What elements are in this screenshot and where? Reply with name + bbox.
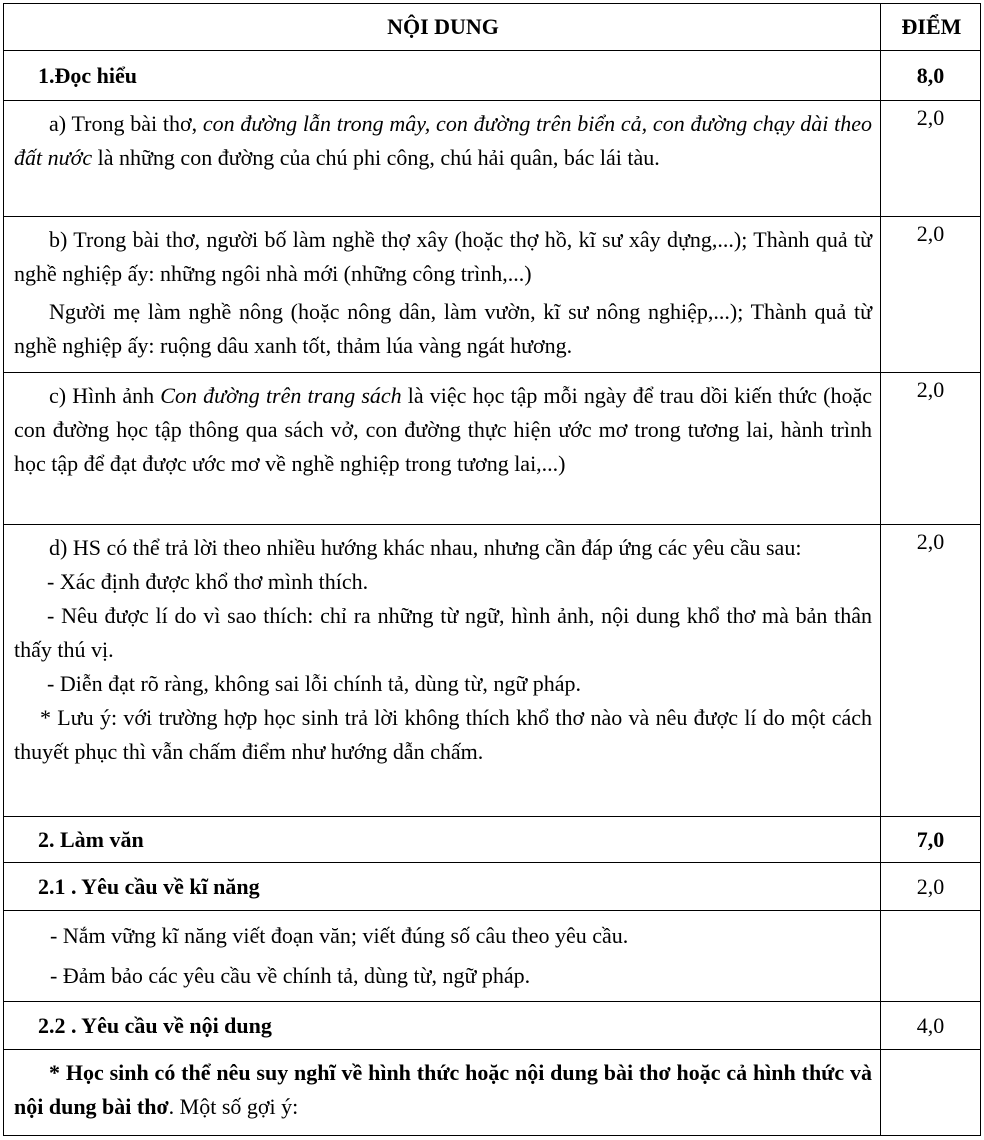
section-2-2-row [4,1002,981,1050]
item-c-content [4,373,881,525]
item-d-intro: d) HS có thể trả lời theo nhiều hướng khác nhau, nhưng cần đáp ứng các yêu cầu sau: [49,535,802,560]
skill-item-2: - Đảm bảo các yêu cầu về chính tả, dùng từ, ngữ pháp. [50,963,531,988]
header-row [4,4,981,51]
item-d-bullet-1: - Xác định được khổ thơ mình thích. [47,569,369,594]
item-c-prefix: c) Hình ảnh [49,383,161,408]
content-hint-score [881,1050,981,1136]
item-a-text [14,107,872,175]
section-2-1-score: 2,0 [881,863,981,911]
item-a-suffix: là những con đường của chú phi công, chú hải quân, bác lái tàu. [92,145,660,170]
item-c-row [4,373,981,525]
answer-key-table [3,3,981,1136]
item-d-note: * Lưu ý: với trường hợp học sinh trả lời không thích khổ thơ nào và nêu được lí do một cách thuyết phục thì vẫn chấm điểm như hướng dẫn chấm. [14,705,872,764]
content-hint-text [14,1056,872,1124]
content-hint-row [4,1050,981,1136]
section-2-score: 7,0 [881,817,981,863]
section-2-2-score: 4,0 [881,1002,981,1050]
header-score: ĐIỂM [881,4,981,51]
section-2-row [4,817,981,863]
item-d-row [4,525,981,817]
item-a-italic: con đường lẫn trong mây, con đường trên biển cả, con đường chạy dài theo đất nước [14,111,872,170]
section-2-1-title: 2.1 . Yêu cầu về kĩ năng [4,863,881,911]
item-b-content [4,217,881,373]
content-hint-bold: * Học sinh có thể nêu suy nghĩ về hình thức hoặc nội dung bài thơ hoặc cả hình thức và nội dung bài thơ [14,1060,872,1119]
section-2-title: 2. Làm văn [4,817,881,863]
item-c-text [14,379,872,481]
item-a-prefix: a) Trong bài thơ, [49,111,203,136]
item-b-line1: b) Trong bài thơ, người bố làm nghề thợ xây (hoặc thợ hồ, kĩ sư xây dựng,...); Thành quả từ nghề nghiệp ấy: những ngôi nhà mới (những công trình,...) [14,227,872,286]
item-c-suffix: là việc học tập mỗi ngày để trau dồi kiến thức (hoặc con đường học tập thông qua sách vở, con đường thực hiện ước mơ trong tương lai, hành trình học tập để đạt được ước mơ về nghề nghiệp trong tương lai,...) [14,383,873,476]
item-c-italic: Con đường trên trang sách [160,383,402,408]
item-a-score: 2,0 [881,101,981,217]
content-hint-rest: . Một số gợi ý: [168,1094,299,1119]
item-b-row [4,217,981,373]
skills-content [4,911,881,1002]
item-c-score: 2,0 [881,373,981,525]
item-b-score: 2,0 [881,217,981,373]
skill-item-1: - Nắm vững kĩ năng viết đoạn văn; viết đúng số câu theo yêu cầu. [50,923,629,948]
section-1-score: 8,0 [881,51,981,101]
item-d-score: 2,0 [881,525,981,817]
content-hint [4,1050,881,1136]
item-d-bullet-3: - Diễn đạt rõ ràng, không sai lỗi chính tả, dùng từ, ngữ pháp. [47,671,582,696]
answer-key-sheet [3,3,980,1136]
section-1-row [4,51,981,101]
section-2-1-row [4,863,981,911]
item-d-bullet-2: - Nêu được lí do vì sao thích: chỉ ra những từ ngữ, hình ảnh, nội dung khổ thơ mà bản thân thấy thú vị. [14,603,872,662]
item-d-content [4,525,881,817]
section-1-title: 1.Đọc hiểu [4,51,881,101]
header-content: NỘI DUNG [4,4,881,51]
item-b-line2: Người mẹ làm nghề nông (hoặc nông dân, làm vườn, kĩ sư nông nghiệp,...); Thành quả từ nghề nghiệp ấy: ruộng dâu xanh tốt, thảm lúa vàng ngát hương. [14,299,872,358]
skills-score [881,911,981,1002]
item-a-content [4,101,881,217]
skills-row [4,911,981,1002]
section-2-2-title: 2.2 . Yêu cầu về nội dung [4,1002,881,1050]
item-a-row [4,101,981,217]
